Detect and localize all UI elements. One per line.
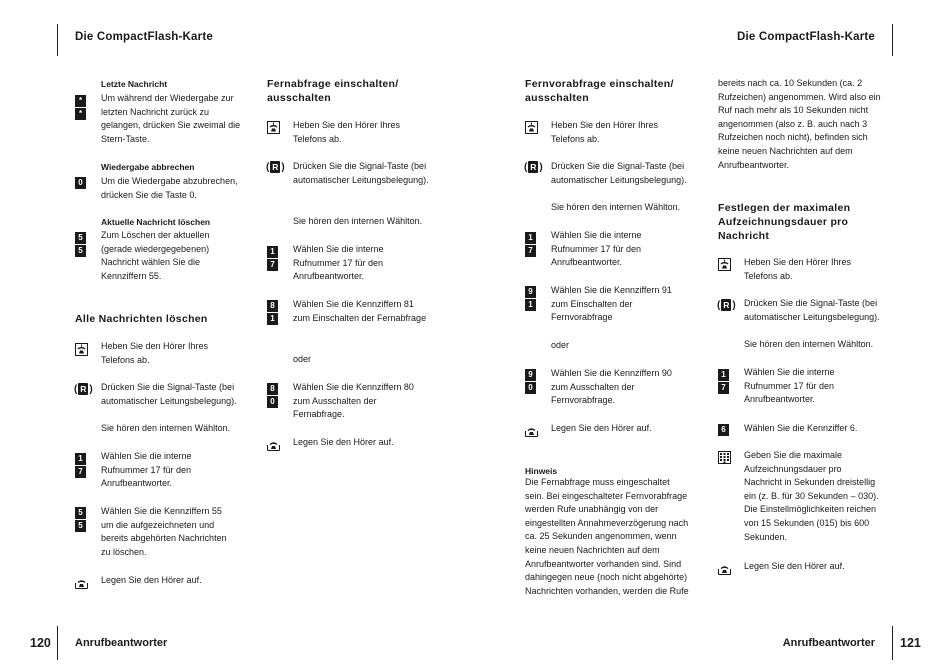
abort-playback-text: Um die Wiedergabe abzubrechen, drücken Sie die Taste 0. [101,176,238,200]
or-text: oder [551,340,570,350]
key-6: 6 [718,424,729,436]
abort-playback-title: Wiedergabe abbrechen [101,162,195,172]
step-dial-81: Wählen Sie die Kennziffern 81 zum Einschalten der Fernabfrage [293,299,427,323]
step-hang-up: Legen Sie den Hörer auf. [293,437,394,447]
step-lift-handset: Heben Sie den Hörer Ihres Telefons ab. [293,120,401,144]
key-1: 1 [525,299,536,311]
footer-right-label: Anrufbeantworter [782,637,875,649]
handset-hang-up-icon [75,576,88,589]
step-signal-key: Drücken Sie die Signal-Taste (bei automatischer Leitungsbelegung). [293,161,429,185]
max-recording-title: Festlegen der maximalen Aufzeichnungsdauer pro Nachricht [718,202,851,242]
key-5: 5 [75,232,86,244]
key-1: 1 [718,369,729,381]
delete-current-text: Zum Löschen der aktuellen (gerade wiedergegebenen) Nachricht wählen Sie die Kennziffern 55. [101,230,210,281]
step-dial-80: Wählen Sie die Kennziffern 80 zum Ausschalten der Fernabfrage. [293,382,414,420]
delete-all-title: Alle Nachrichten löschen [75,313,208,325]
signal-key-icon: ( R ) [717,300,736,311]
handset-lift-icon [75,343,88,356]
key-star: * [75,108,86,120]
header-right-title: Die CompactFlash-Karte [737,31,875,43]
r-key: R [80,384,87,394]
step-enter-duration: Geben Sie die maximale Aufzeichnungsdauer pro Nachricht in Sekunden dreistellig ein (z. B. für 30 Sekunden – 030). Die Einstellmöglichkeiten reichen von 15 Sekunden (015) bis 600 Sekunden. [744,450,879,542]
step-dial-17: Wählen Sie die interne Rufnummer 17 für den Anrufbeantworter. [293,244,384,282]
key-1: 1 [267,313,278,325]
step-dial-tone: Sie hören den internen Wählton. [293,216,423,226]
step-dial-6: Wählen Sie die Kennziffer 6. [744,423,858,433]
step-dial-17: Wählen Sie die interne Rufnummer 17 für den Anrufbeantworter. [101,451,192,489]
step-dial-tone: Sie hören den internen Wählton. [744,339,874,349]
step-lift-handset: Heben Sie den Hörer Ihres Telefons ab. [551,120,659,144]
key-star: * [75,95,86,107]
key-7: 7 [75,466,86,478]
handset-hang-up-icon [718,562,731,575]
step-dial-tone: Sie hören den internen Wählton. [101,423,231,433]
header-left-title: Die CompactFlash-Karte [75,31,213,43]
bottom-left-rule [57,626,58,660]
key-5: 5 [75,507,86,519]
page-number-right: 121 [900,636,921,650]
step-dial-tone: Sie hören den internen Wählton. [551,202,681,212]
step-signal-key: Drücken Sie die Signal-Taste (bei automatischer Leitungsbelegung). [551,161,687,185]
r-key: R [272,162,279,172]
step-dial-91: Wählen Sie die Kennziffern 91 zum Einschalten der Fernvorabfrage [551,285,672,323]
r-key: R [530,162,537,172]
key-1: 1 [75,453,86,465]
key-8: 8 [267,300,278,312]
bottom-right-rule [892,626,893,660]
hint-text: Die Fernabfrage muss eingeschaltet sein. Bei eingeschalteter Fernvorabfrage werden Rufe unabhängig von der eingestellten Annahmeverzögerung nach ca. 25 Sekunden angenommen, wenn keine neuen Nachrichten auf dem Anrufbeantworter vorhanden sind. Sind dahingegen neue (noch nicht abgehörte) Nachrichten vorhanden, werden die Rufe [525,477,689,596]
signal-key-icon: ( R ) [266,162,285,173]
handset-hang-up-icon [267,438,280,451]
key-0: 0 [267,396,278,408]
last-message-text: Um während der Wiedergabe zur letzten Nachricht zurück zu gelangen, drücken Sie zweimal die Stern-Taste. [101,93,241,144]
remote-query-title: Fernabfrage einschalten/ ausschalten [267,78,399,104]
key-7: 7 [525,245,536,257]
handset-lift-icon [267,121,280,134]
step-dial-17: Wählen Sie die interne Rufnummer 17 für den Anrufbeantworter. [744,367,835,405]
handset-lift-icon [718,258,731,271]
key-1: 1 [525,232,536,244]
step-lift-handset: Heben Sie den Hörer Ihres Telefons ab. [744,257,852,281]
signal-key-icon: ( R ) [524,162,543,173]
key-1: 1 [267,246,278,258]
key-7: 7 [267,259,278,271]
signal-key-icon: ( R ) [74,384,93,395]
key-9: 9 [525,369,536,381]
top-left-rule [57,24,58,56]
key-0: 0 [525,382,536,394]
keypad-icon [718,451,731,464]
hint-text-continued: bereits nach ca. 10 Sekunden (ca. 2 Rufzeichen) angenommen. Wird also ein Ruf nach mehr als 10 Sekunden nicht angenommen (also z. B. auch nach 3 Rufzeichen noch nicht), befinden sich keine neuen Nachrichten auf dem Anrufbeantworter. [718,78,881,170]
pre-query-title: Fernvorabfrage einschalten/ ausschalten [525,78,674,104]
handset-lift-icon [525,121,538,134]
step-hang-up: Legen Sie den Hörer auf. [101,575,202,585]
hint-title: Hinweis [525,466,558,476]
step-signal-key: Drücken Sie die Signal-Taste (bei automatischer Leitungsbelegung). [101,382,237,406]
last-message-title: Letzte Nachricht [101,79,168,89]
step-signal-key: Drücken Sie die Signal-Taste (bei automatischer Leitungsbelegung). [744,298,880,322]
step-dial-17: Wählen Sie die interne Rufnummer 17 für den Anrufbeantworter. [551,230,642,268]
step-lift-handset: Heben Sie den Hörer Ihres Telefons ab. [101,341,209,365]
key-5: 5 [75,520,86,532]
or-text: oder [293,354,312,364]
key-9: 9 [525,286,536,298]
step-hang-up: Legen Sie den Hörer auf. [551,423,652,433]
key-7: 7 [718,382,729,394]
step-dial-55: Wählen Sie die Kennziffern 55 um die aufgezeichneten und bereits abgehörten Nachrichten zu löschen. [101,506,227,557]
footer-left-label: Anrufbeantworter [75,637,168,649]
delete-current-title: Aktuelle Nachricht löschen [101,217,211,227]
handset-hang-up-icon [525,424,538,437]
step-dial-90: Wählen Sie die Kennziffern 90 zum Ausschalten der Fernvorabfrage. [551,368,672,406]
top-right-rule [892,24,893,56]
step-hang-up: Legen Sie den Hörer auf. [744,561,845,571]
page-number-left: 120 [30,636,51,650]
key-8: 8 [267,383,278,395]
key-5: 5 [75,245,86,257]
r-key: R [723,300,730,310]
key-0: 0 [75,177,86,189]
